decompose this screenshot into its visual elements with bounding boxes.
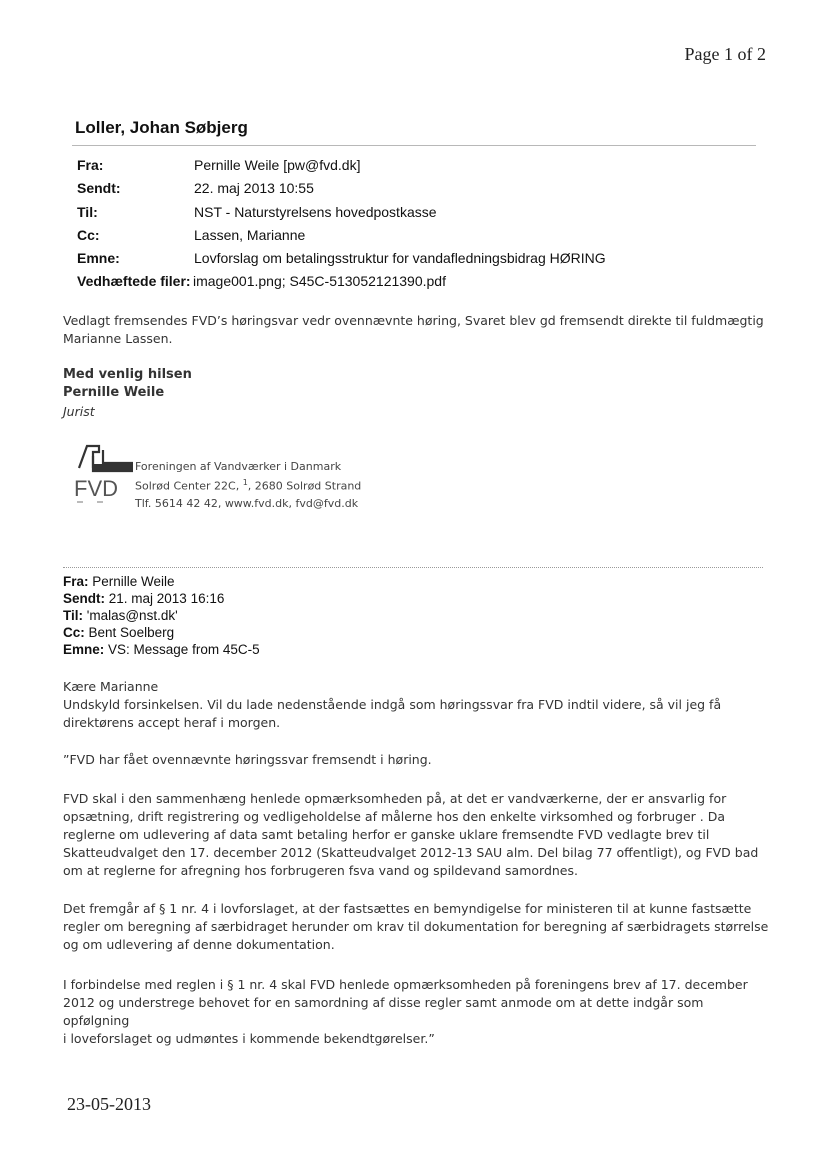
intro-line: Marianne Lassen. xyxy=(63,331,173,346)
fwd-cc: Cc: Bent Soelberg xyxy=(63,625,175,640)
paragraph-3 xyxy=(63,790,773,880)
fwd-to: Til: 'malas@nst.dk' xyxy=(63,608,178,623)
intro-paragraph xyxy=(63,312,773,348)
signature-title: Jurist xyxy=(63,404,95,419)
fwd-sent: Sendt: 21. maj 2013 16:16 xyxy=(63,591,225,606)
signature-closing: Med venlig hilsen xyxy=(63,367,192,382)
header-value-sent: 22. maj 2013 10:55 xyxy=(194,180,314,196)
body-line: regler om beregning af særbidraget herunder om krav til dokumentation for beregning af særbidragets størrelse xyxy=(63,919,769,934)
signature-name: Pernille Weile xyxy=(63,385,165,400)
paragraph-4 xyxy=(63,900,773,954)
quote-intro: ”FVD har fået ovennævnte høringssvar fremsendt i høring. xyxy=(63,752,432,767)
message-greeting-block xyxy=(63,678,773,732)
header-value-from: Pernille Weile [pw@fvd.dk] xyxy=(194,157,361,173)
header-label-sent: Sendt: xyxy=(77,180,121,196)
org-address: Solrød Center 22C, $^1$, 2680 Solrød Strand xyxy=(135,478,362,493)
body-line: Skatteudvalget den 17. december 2012 (Skatteudvalget 2012-13 SAU alm. Del bilag 77 offentligt), og FVD bad xyxy=(63,845,759,860)
body-line: Undskyld forsinkelsen. Vil du lade nedenstående indgå som høringssvar fra FVD indtil videre, så vil jeg få xyxy=(63,697,722,712)
header-value-subject: Lovforslag om betalingsstruktur for vandafledningsbidrag HØRING xyxy=(194,250,606,266)
org-contact: Tlf. 5614 42 42, www.fvd.dk, fvd@fvd.dk xyxy=(135,497,359,510)
body-line: reglerne om udlevering af data samt betaling herfor er ganske uklare fremsendte FVD vedlagte brev til xyxy=(63,827,710,842)
body-line: 2012 og understrege behovet for en samordning af disse regler samt anmode om at dette indgår som opfølgning xyxy=(63,995,704,1028)
fwd-from: Fra: Pernille Weile xyxy=(63,574,175,589)
header-label-subject: Emne: xyxy=(77,250,120,266)
header-value-cc: Lassen, Marianne xyxy=(194,227,306,243)
fwd-subject: Emne: VS: Message from 45C-5 xyxy=(63,642,260,657)
header-label-attachments: Vedhæftede filer: xyxy=(77,273,191,289)
fvd-logo xyxy=(73,438,133,518)
body-line: i loveforslaget og udmøntes i kommende bekendtgørelser.” xyxy=(63,1031,435,1046)
body-line: I forbindelse med reglen i § 1 nr. 4 skal FVD henlede opmærksomheden på foreningens brev af 17. december xyxy=(63,977,748,992)
body-line: om at reglerne for afregning hos forbrugeren fsva vand og spildevand samordnes. xyxy=(63,863,578,878)
header-label-cc: Cc: xyxy=(77,227,100,243)
body-line: FVD skal i den sammenhæng henlede opmærksomheden på, at det er vandværkerne, der er ansvarlig for xyxy=(63,791,727,806)
paragraph-5 xyxy=(63,976,773,1048)
header-value-to: NST - Naturstyrelsens hovedpostkasse xyxy=(194,204,437,220)
body-line: og om udlevering af denne dokumentation. xyxy=(63,937,335,952)
print-date: 23-05-2013 xyxy=(67,1094,151,1114)
body-line: Det fremgår af § 1 nr. 4 i lovforslaget, at der fastsættes en bemyndigelse for ministeren til at kunne fastsætte xyxy=(63,901,752,916)
body-line: opsætning, drift registrering og vedligeholdelse af målerne hos den enkelte virksomhed og forbruger . Da xyxy=(63,809,725,824)
header-value-attachments: image001.png; S45C-513052121390.pdf xyxy=(193,273,446,289)
header-label-from: Fra: xyxy=(77,157,104,173)
header-divider xyxy=(72,145,756,146)
fvd-logo-text: FVD xyxy=(74,476,118,501)
mailbox-owner: Loller, Johan Søbjerg xyxy=(75,118,248,137)
greeting: Kære Marianne xyxy=(63,679,159,694)
page-number: Page 1 of 2 xyxy=(684,44,766,64)
body-line: direktørens accept heraf i morgen. xyxy=(63,715,281,730)
intro-line: Vedlagt fremsendes FVD’s høringsvar vedr ovennævnte høring, Svaret blev gd fremsendt direkte til fuldmægtig xyxy=(63,313,764,328)
forward-divider xyxy=(63,567,763,568)
header-label-to: Til: xyxy=(77,204,98,220)
org-name: Foreningen af Vandværker i Danmark xyxy=(135,460,342,473)
